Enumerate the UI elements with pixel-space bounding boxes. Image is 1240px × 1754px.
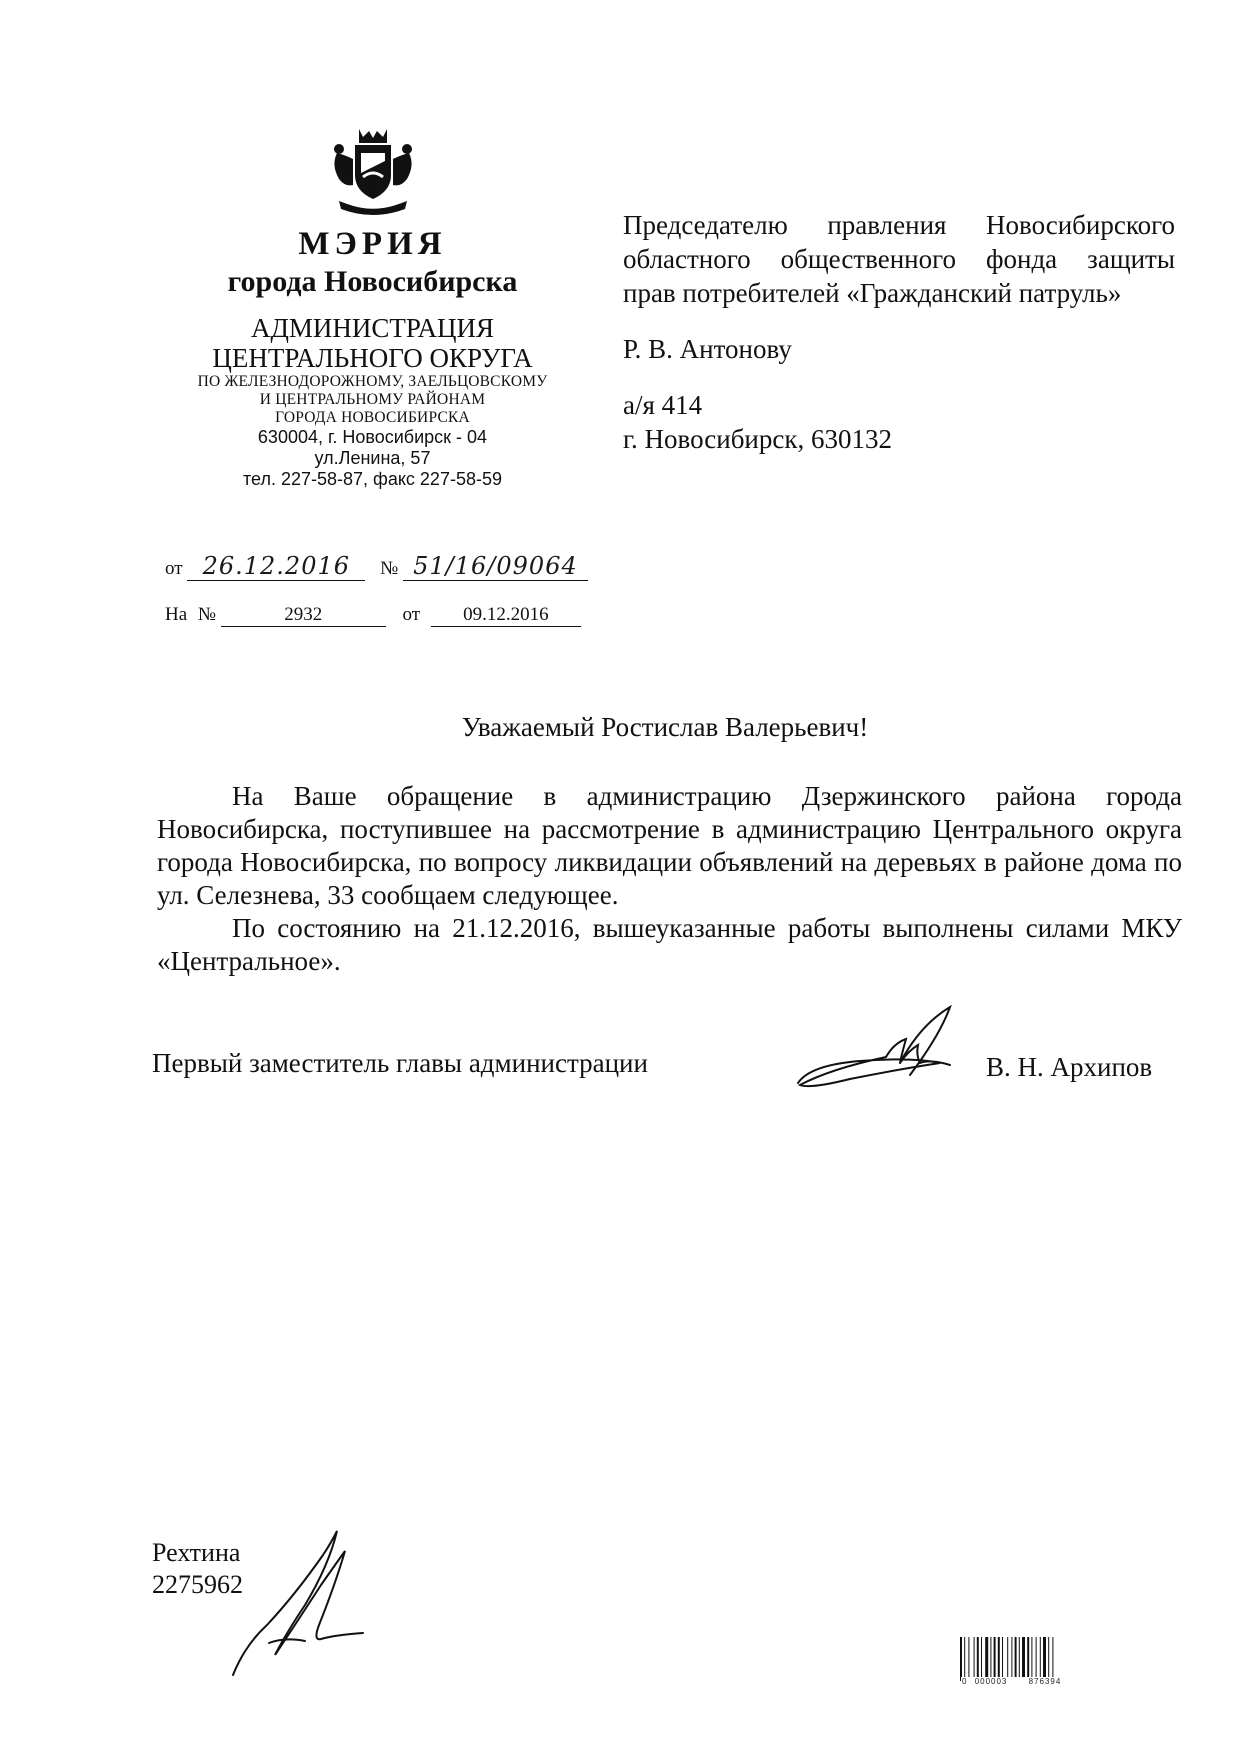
reply-to-from-label: от: [402, 604, 421, 625]
outgoing-date: 26.12.2016: [187, 552, 365, 581]
admin-title-line1: АДМИНИСТРАЦИЯ: [251, 313, 494, 343]
executor-phone: 2275962: [152, 1570, 243, 1599]
number-label: №: [380, 558, 399, 579]
addressee-line1: Председателю правления Новосибирского: [623, 210, 1175, 240]
address-line2: ул.Ленина, 57: [314, 448, 431, 468]
reply-to-registration: [165, 604, 581, 627]
city-coat-of-arms-icon: [325, 125, 421, 217]
addressee-city: г. Новосибирск, 630132: [623, 424, 892, 454]
mayor-title: МЭРИЯ: [298, 226, 447, 262]
addressee-name: Р. В. Антонову: [623, 334, 792, 364]
signer-signature-icon: [790, 1005, 960, 1100]
admin-title-line2: ЦЕНТРАЛЬНОГО ОКРУГА: [212, 343, 533, 373]
signer-name: В. Н. Архипов: [986, 1052, 1153, 1082]
addressee-po-box: а/я 414: [623, 390, 703, 420]
reply-to-number-label: №: [197, 604, 217, 625]
reply-to-number: 2932: [221, 604, 386, 627]
districts-line1: ПО ЖЕЛЕЗНОДОРОЖНОМУ, ЗАЕЛЬЦОВСКОМУ: [197, 373, 548, 390]
reply-to-date: 09.12.2016: [431, 604, 581, 627]
barcode-digits-mid: 000003: [974, 1677, 1008, 1686]
outgoing-registration: [165, 552, 588, 581]
districts-line2: И ЦЕНТРАЛЬНОМУ РАЙОНАМ: [259, 391, 486, 408]
salutation: Уважаемый Ростислав Валерьевич!: [461, 712, 869, 742]
executor-signature-icon: [225, 1525, 375, 1685]
addressee-line3: прав потребителей «Гражданский патруль»: [623, 278, 1122, 308]
outgoing-number: 51/16/09064: [403, 552, 588, 581]
districts-line3: ГОРОДА НОВОСИБИРСКА: [275, 409, 470, 426]
phone-fax-line: тел. 227-58-87, факс 227-58-59: [243, 469, 502, 489]
from-label: от: [165, 558, 183, 579]
letterhead: [150, 125, 595, 490]
mayor-city: города Новосибирска: [227, 265, 518, 298]
signer-position: Первый заместитель главы администрации: [152, 1048, 648, 1078]
barcode-digits-left: 0: [962, 1677, 968, 1686]
body-paragraph-2: По состоянию на 21.12.2016, вышеуказанные работы выполнены силами МКУ «Центральное».: [157, 913, 1182, 976]
reply-to-label: На: [165, 604, 188, 625]
barcode-digits: [961, 1677, 1062, 1686]
barcode-digits-right: 876394: [1028, 1677, 1062, 1686]
addressee-line2: областного общественного фонда защиты: [623, 244, 1175, 274]
letter-body: [157, 780, 1182, 978]
addressee-block: [623, 208, 1175, 456]
body-paragraph-1: На Ваше обращение в администрацию Дзержинского района города Новосибирска, поступившее на рассмотрение в администрацию Центрального округа города Новосибирска, по вопросу ликвидации объявлений на деревьях в районе дома по ул. Селезнева, 33 сообщаем следующее.: [157, 781, 1182, 910]
executor-name: Рехтина: [152, 1538, 241, 1567]
address-line1: 630004, г. Новосибирск - 04: [257, 427, 488, 447]
